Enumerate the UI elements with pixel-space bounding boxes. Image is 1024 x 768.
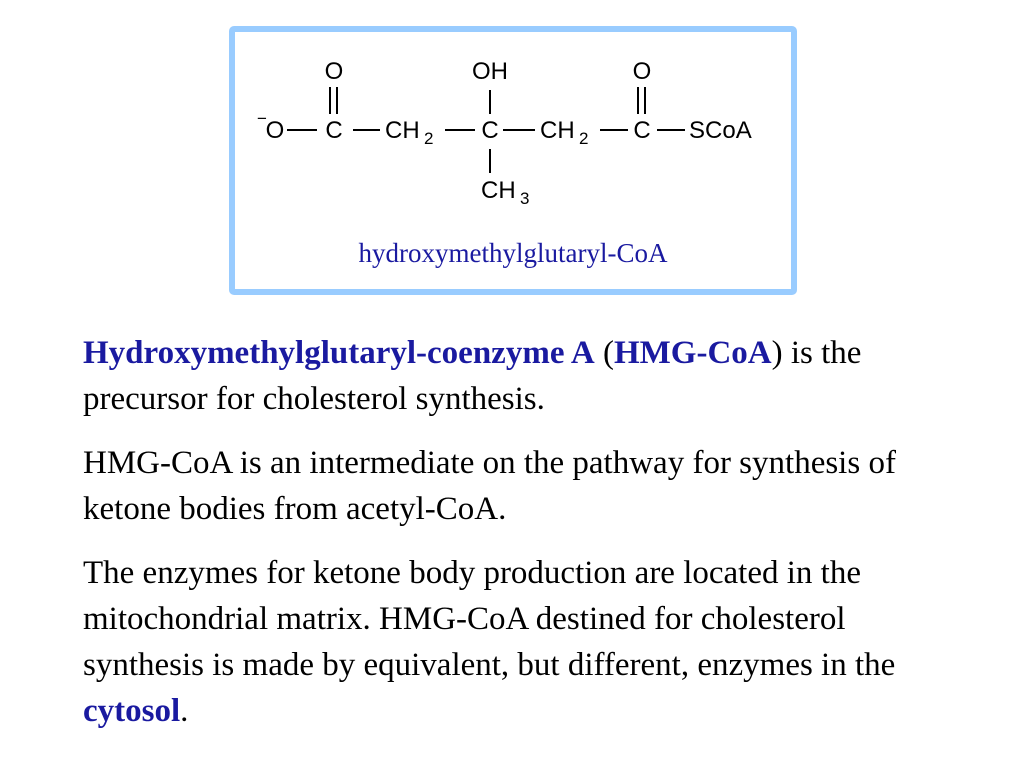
paren-open: ( — [594, 335, 614, 371]
atom-ch3: CH — [481, 177, 516, 204]
paren-close: ) — [771, 335, 783, 371]
atom-c-center: C — [481, 117, 499, 144]
paragraph-hmg-coa-definition — [83, 330, 963, 422]
structure-frame — [229, 26, 797, 295]
paragraph-3-lead: The enzymes for ketone body production are located in the mitochondrial matrix. HMG-CoA destined for cholesterol synthesis is made by equivalent, but different, enzymes in the — [83, 555, 896, 683]
term-hmg-coa-abbreviation: HMG-CoA — [613, 335, 772, 371]
atom-ch2-right: CH — [540, 117, 575, 144]
paragraph-1-rest: is the precursor for cholesterol synthesis. — [83, 335, 862, 417]
atom-o-top-left: O — [324, 58, 344, 85]
atom-o-top-right: O — [632, 58, 652, 85]
body-text — [83, 330, 963, 752]
atom-ch2-left: CH — [385, 117, 420, 144]
atom-o-minus: O — [265, 117, 285, 144]
atom-c-right: C — [633, 117, 651, 144]
atom-ch2-left-subscript: 2 — [424, 129, 434, 148]
atom-oh: OH — [472, 58, 508, 85]
term-cytosol: cytosol — [83, 693, 181, 729]
molecule-name-caption: hydroxymethylglutaryl-CoA — [358, 238, 668, 268]
atom-scoa: SCoA — [689, 117, 752, 144]
term-hmg-coa-full-name: Hydroxymethylglutaryl-coenzyme A — [83, 335, 595, 371]
atom-ch3-subscript: 3 — [520, 189, 530, 208]
atom-ch2-right-subscript: 2 — [579, 129, 589, 148]
paragraph-enzyme-location — [83, 550, 963, 734]
paragraph-ketone-pathway: HMG-CoA is an intermediate on the pathway for synthesis of ketone bodies from acetyl-CoA. — [83, 445, 896, 527]
paragraph-3-end: . — [180, 693, 189, 729]
atom-c1: C — [325, 117, 343, 144]
atom-o-minus-charge: − — [257, 109, 267, 128]
